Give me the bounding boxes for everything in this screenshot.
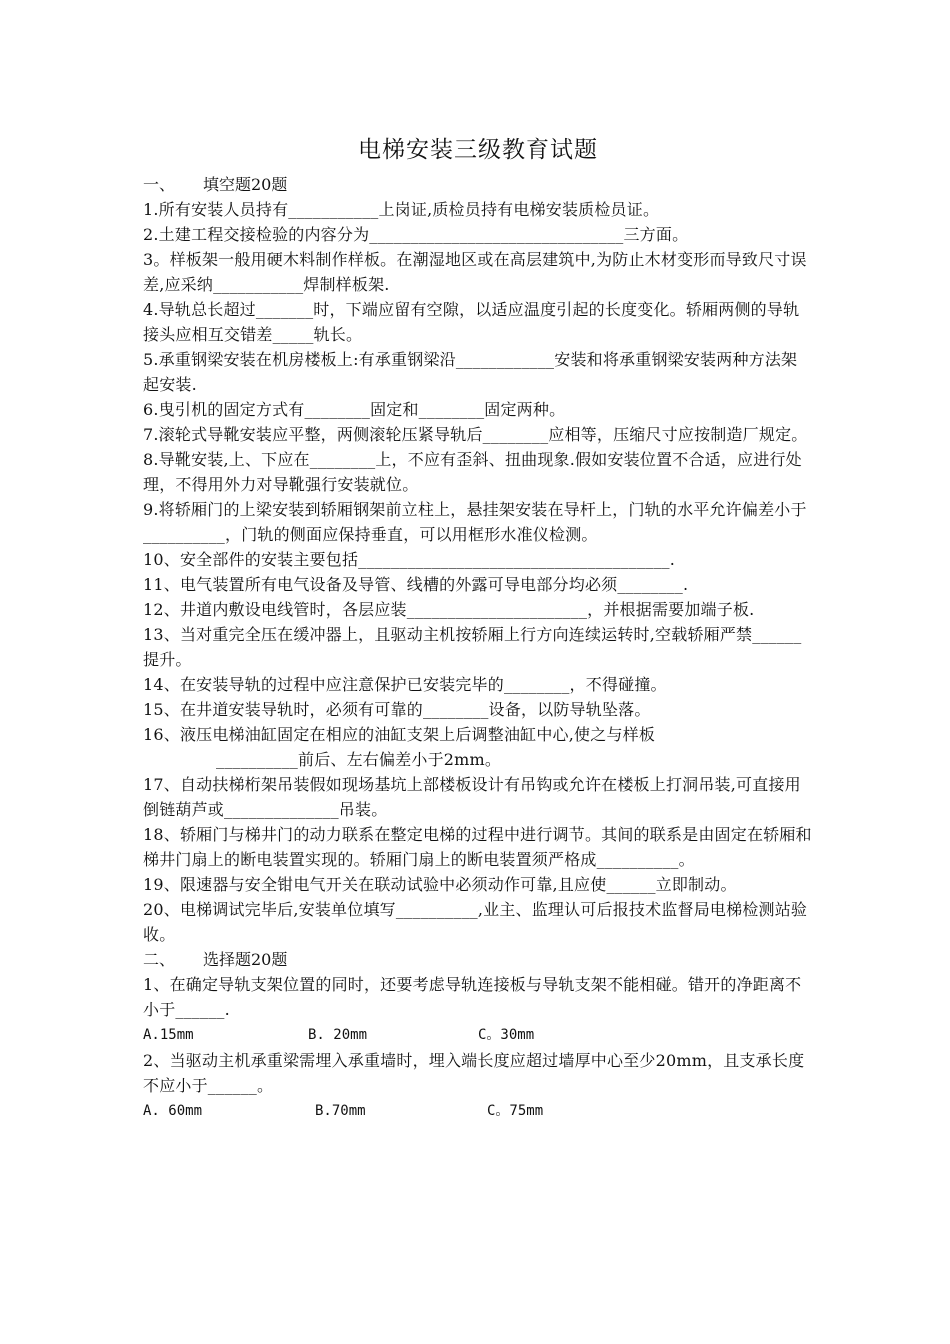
question: 18、轿厢门与梯井门的动力联系在整定电梯的过程中进行调节。其间的联系是由固定在轿厢和梯井门扇上的断电装置实现的。轿厢门扇上的断电装置须严格成__________。 — [143, 825, 812, 869]
question: 9.将轿厢门的上梁安装到轿厢钢架前立柱上，悬挂架安装在导杆上，门轨的水平允许偏差小于__________，门轨的侧面应保持垂直，可以用框形水准仪检测。 — [143, 500, 807, 544]
question: 7.滚轮式导靴安装应平整，两侧滚轮压紧导轨后________应相等，压缩尺寸应按制造厂规定。 — [143, 425, 808, 444]
question: 17、自动扶梯桁架吊装假如现场基坑上部楼板设计有吊钩或允许在楼板上打洞吊装,可直接用倒链葫芦或______________吊装。 — [143, 775, 801, 819]
question: 14、在安装导轨的过程中应注意保护已安装完毕的________，不得碰撞。 — [143, 675, 667, 694]
question: 10、安全部件的安装主要包括______________________________________. — [143, 550, 676, 569]
question-continuation: __________前后、左右偏差小于2mm。 — [216, 750, 502, 769]
document-body — [143, 132, 813, 1124]
option-b: B. 20mm — [308, 1027, 368, 1043]
document-title: 电梯安装三级教育试题 — [358, 137, 598, 163]
question: 4.导轨总长超过_______时，下端应留有空隙，以适应温度引起的长度变化。轿厢两侧的导轨接头应相互交错差_____轨长。 — [143, 300, 800, 344]
question: 13、当对重完全压在缓冲器上，且驱动主机按轿厢上行方向连续运转时,空载轿厢严禁______提升。 — [143, 625, 802, 669]
option-a: A.15mm — [143, 1027, 194, 1043]
choice-question: 1、在确定导轨支架位置的同时，还要考虑导轨连接板与导轨支架不能相碰。错开的净距离不小于______. — [143, 975, 802, 1019]
question: 16、液压电梯油缸固定在相应的油缸支架上后调整油缸中心,使之与样板 — [143, 725, 656, 744]
section-heading-choice — [143, 947, 813, 972]
question: 3。样板架一般用硬木料制作样板。在潮湿地区或在高层建筑中,为防止木材变形而导致尺寸误差,应采纳___________焊制样板架. — [143, 250, 807, 294]
option-c: C。30mm — [478, 1027, 535, 1043]
choice-options — [143, 1022, 813, 1048]
question: 19、限速器与安全钳电气开关在联动试验中必须动作可靠,且应使______立即制动。 — [143, 875, 737, 894]
section-number: 二、 — [143, 950, 176, 969]
section-label: 选择题20题 — [203, 950, 288, 969]
question: 12、井道内敷设电线管时，各层应装______________________，并根据需要加端子板. — [143, 600, 755, 619]
question: 8.导靴安装,上、下应在________上，不应有歪斜、扭曲现象.假如安装位置不合适，应进行处理，不得用外力对导靴强行安装就位。 — [143, 450, 802, 494]
question: 5.承重钢梁安装在机房楼板上:有承重钢梁沿____________安装和将承重钢梁安装两种方法架起安装. — [143, 350, 798, 394]
question: 11、电气装置所有电气设备及导管、线槽的外露可导电部分均必须________. — [143, 575, 689, 594]
choice-question: 2、当驱动主机承重梁需埋入承重墙时，埋入端长度应超过墙厚中心至少20mm，且支承长度不应小于______。 — [143, 1051, 805, 1095]
section-heading-fill — [143, 172, 813, 197]
question: 6.曳引机的固定方式有________固定和________固定两种。 — [143, 400, 566, 419]
question: 15、在井道安装导轨时，必须有可靠的________设备，以防导轨坠落。 — [143, 700, 651, 719]
question: 20、电梯调试完毕后,安装单位填写__________,业主、监理认可后报技术监督局电梯检测站验收。 — [143, 900, 808, 944]
option-b: B.70mm — [315, 1103, 366, 1119]
question: 2.土建工程交接检验的内容分为_______________________________三方面。 — [143, 225, 689, 244]
option-a: A. 60mm — [143, 1103, 203, 1119]
section-number: 一、 — [143, 175, 176, 194]
section-label: 填空题20题 — [203, 175, 288, 194]
question: 1.所有安装人员持有___________上岗证,质检员持有电梯安装质检员证。 — [143, 200, 660, 219]
option-c: C。75mm — [487, 1103, 544, 1119]
choice-options — [143, 1098, 813, 1124]
